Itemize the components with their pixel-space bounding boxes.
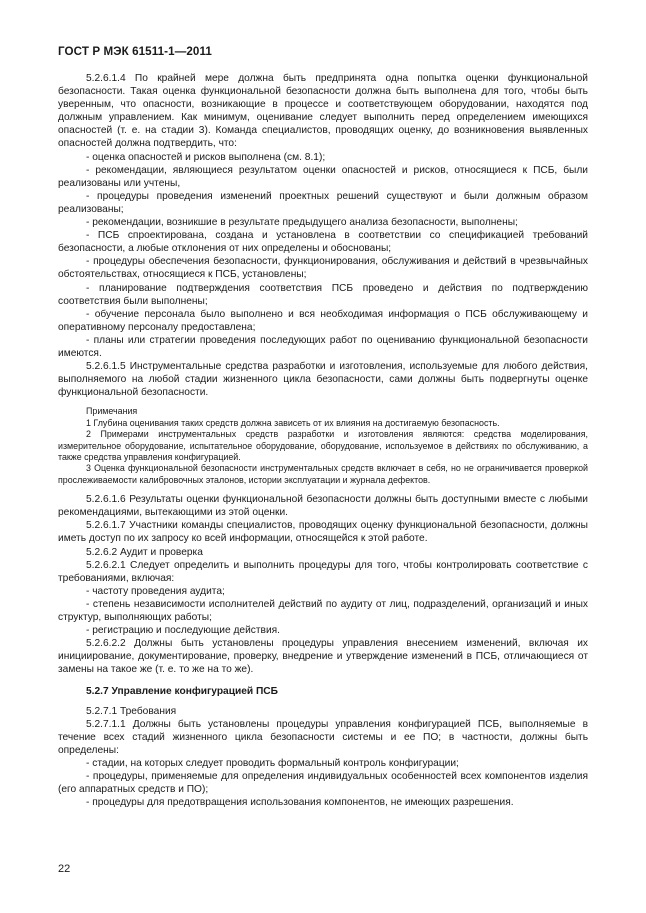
- list-item: - стадии, на которых следует проводить формальный контроль конфигурации;: [86, 757, 459, 769]
- note-item: 2 Примерами инструментальных средств разработки и изготовления являются: средства моделирования, измерительное оборудование, испытательное оборудование, оборудование, используемое в действиях по обслуживанию, а также средства управления конфигурацией.: [58, 429, 588, 462]
- list-item: - частоту проведения аудита;: [86, 585, 225, 597]
- list-item: - рекомендации, являющиеся результатом оценки опасностей и рисков, относящиеся к ПСБ, были реализованы или учтены,: [58, 164, 588, 189]
- paragraph: 5.2.6.2.2 Должны быть установлены процедуры управления внесением изменений, включая их инициирование, документирование, проверку, внедрение и утверждение изменений в ПСБ, отличающиеся от замены на такое же (т. е. то же на то же).: [58, 638, 588, 676]
- subsection-title: 5.2.6.2 Аудит и проверка: [86, 546, 203, 558]
- paragraph: 5.2.6.1.5 Инструментальные средства разработки и изготовления, используемые для любого действия, выполняемого на любой стадии жизненного цикла безопасности, сами должны быть подвергнуты оценке функциональной безопасности.: [58, 361, 588, 399]
- list-item: - процедуры, применяемые для определения индивидуальных особенностей всех компонентов изделия (его аппаратных средств и ПО);: [58, 771, 588, 796]
- list-item: - степень независимости исполнителей действий по аудиту от лиц, подразделений, организаций и иных структур, выполняющих работы;: [58, 598, 588, 624]
- list-item: - процедуры проведения изменений проектных решений существуют и были должным образом реализованы;: [58, 190, 588, 215]
- list-item: - планирование подтверждения соответствия ПСБ проведено и действия по подтверждению соответствия были выполнены;: [58, 282, 588, 307]
- list-item: - обучение персонала было выполнено и вся необходимая информация о ПСБ обслуживающему и оперативному персоналу предоставлена;: [58, 308, 588, 333]
- list-item: - регистрацию и последующие действия.: [86, 625, 280, 637]
- page-number: 22: [58, 863, 71, 875]
- paragraph: 5.2.6.2.1 Следует определить и выполнить процедуры для того, чтобы контролировать соответствие с требованиями, включая:: [58, 559, 588, 584]
- section-title: 5.2.7 Управление конфигурацией ПСБ: [86, 685, 278, 697]
- page-header: ГОСТ Р МЭК 61511-1—2011: [58, 45, 212, 58]
- paragraph: 5.2.6.1.7 Участники команды специалистов, проводящих оценку функциональной безопасности, должны иметь доступ по их запросу ко всей информации, относящейся к этой работе.: [58, 520, 588, 545]
- subsection-title: 5.2.7.1 Требования: [86, 705, 177, 717]
- note-item: 1 Глубина оценивания таких средств должна зависеть от их влияния на достигаемую безопасность.: [86, 417, 500, 428]
- paragraph: 5.2.6.1.4 По крайней мере должна быть предпринята одна попытка оценки функциональной безопасности. Такая оценка функциональной безопасности должна быть выполнена для того, чтобы быть уверенным, что опасности, возникающие в процессе и соответствующем оборудовании, находятся под должным управлением. Как минимум, оценивание следует выполнить перед определением имеющихся опасностей (т. е. на стадии 3). Команда специалистов, проводящих оценку, до возникновения выявленных опасностей должна подтвердить, что:: [58, 73, 588, 150]
- paragraph: 5.2.6.1.6 Результаты оценки функциональной безопасности должны быть доступными вместе с любыми рекомендациями, вытекающими из этой оценки.: [58, 494, 588, 519]
- list-item: - процедуры для предотвращения использования компонентов, не имеющих разрешения.: [86, 797, 514, 809]
- paragraph: 5.2.7.1.1 Должны быть установлены процедуры управления конфигурацией ПСБ, выполняемые в течение всех стадий жизненного цикла безопасности системы и ее ПО; в частности, должны быть определены:: [58, 718, 588, 756]
- notes-heading: Примечания: [86, 406, 138, 417]
- body-text: [58, 72, 588, 809]
- list-item: - планы или стратегии проведения последующих работ по оцениванию функциональной безопасности имеются.: [58, 334, 588, 359]
- note-item: 3 Оценка функциональной безопасности инструментальных средств включает в себя, но не ограничивается проверкой прослеживаемости калибровочных эталонов, истории эксплуатации и журнала дефектов.: [58, 463, 588, 485]
- list-item: - процедуры обеспечения безопасности, функционирования, обслуживания и действий в чрезвычайных обстоятельствах, относящиеся к ПСБ, установлены;: [58, 256, 588, 281]
- list-item: - рекомендации, возникшие в результате предыдущего анализа безопасности, выполнены;: [86, 217, 518, 229]
- list-item: - ПСБ спроектирована, создана и установлена в соответствии со спецификацией требований безопасности, а любые отклонения от них определены и обоснованы;: [58, 230, 588, 255]
- list-item: - оценка опасностей и рисков выполнена (см. 8.1);: [86, 151, 326, 163]
- notes-block: [58, 406, 588, 486]
